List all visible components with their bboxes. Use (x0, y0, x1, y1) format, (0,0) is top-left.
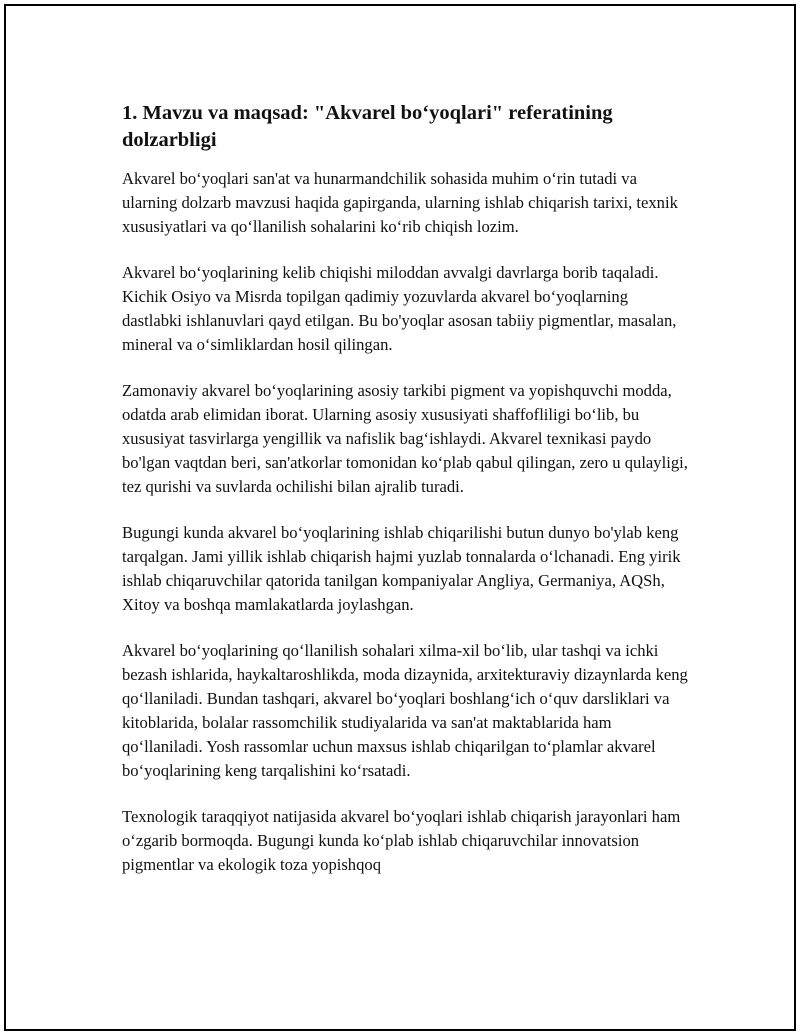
paragraph-technology: Texnologik taraqqiyot natijasida akvarel bo‘yoqlari ishlab chiqarish jarayonlari ham o‘zgarib bormoqda. Bugungi kunda ko‘plab ishlab chiqaruvchilar innovatsion pigmentlar va ekologik toza yopishqoq (122, 807, 681, 874)
paragraph-production: Bugungi kunda akvarel bo‘yoqlarining ishlab chiqarilishi butun dunyo bo'ylab keng tarqalgan. Jami yillik ishlab chiqarish hajmi yuzlab tonnalarda o‘lchanadi. Eng yirik ishlab chiqaruvchilar qatorida tanilgan kompaniyalar Angliya, Germaniya, AQSh, Xitoy va boshqa mamlakatlarda joylashgan. (122, 523, 681, 614)
document-body (122, 100, 692, 899)
paragraph-applications: Akvarel bo‘yoqlarining qo‘llanilish sohalari xilma-xil bo‘lib, ular tashqi va ichki bezash ishlarida, haykaltaroshlikda, moda dizaynida, arxitekturaviy dizaynlarda keng qo‘llaniladi. Bundan tashqari, akvarel bo‘yoqlari boshlang‘ich o‘quv darsliklari va kitoblarida, bolalar rassomchilik studiyalarida va san'at maktablarida ham qo‘llaniladi. Yosh rassomlar uchun maxsus ishlab chiqarilgan to‘plamlar akvarel bo‘yoqlarining keng tarqalishini ko‘rsatadi. (122, 641, 688, 780)
document-page (4, 4, 796, 1031)
paragraph-history: Akvarel bo‘yoqlarining kelib chiqishi miloddan avvalgi davrlarga borib taqaladi. Kichik Osiyo va Misrda topilgan qadimiy yozuvlarda akvarel bo‘yoqlarning dastlabki ishlanuvlari qayd etilgan. Bu bo'yoqlar asosan tabiiy pigmentlar, masalan, mineral va o‘simliklardan hosil qilingan. (122, 263, 677, 354)
section-heading: 1. Mavzu va maqsad: "Akvarel bo‘yoqlari" referatining dolzarbligi (122, 102, 613, 151)
paragraph-intro: Akvarel bo‘yoqlari san'at va hunarmandchilik sohasida muhim o‘rin tutadi va ularning dolzarb mavzusi haqida gapirganda, ularning ishlab chiqarish tarixi, texnik xususiyatlari va qo‘llanilish sohalarini ko‘rib chiqish lozim. (122, 169, 678, 236)
paragraph-composition: Zamonaviy akvarel bo‘yoqlarining asosiy tarkibi pigment va yopishquvchi modda, odatda arab elimidan iborat. Ularning asosiy xususiyati shaffofliligi bo‘lib, bu xususiyat tasvirlarga yengillik va nafislik bag‘ishlaydi. Akvarel texnikasi paydo bo'lgan vaqtdan beri, san'atkorlar tomonidan ko‘plab qabul qilingan, zero u qulayligi, tez qurishi va suvlarda ochilishi bilan ajralib turadi. (122, 381, 688, 496)
